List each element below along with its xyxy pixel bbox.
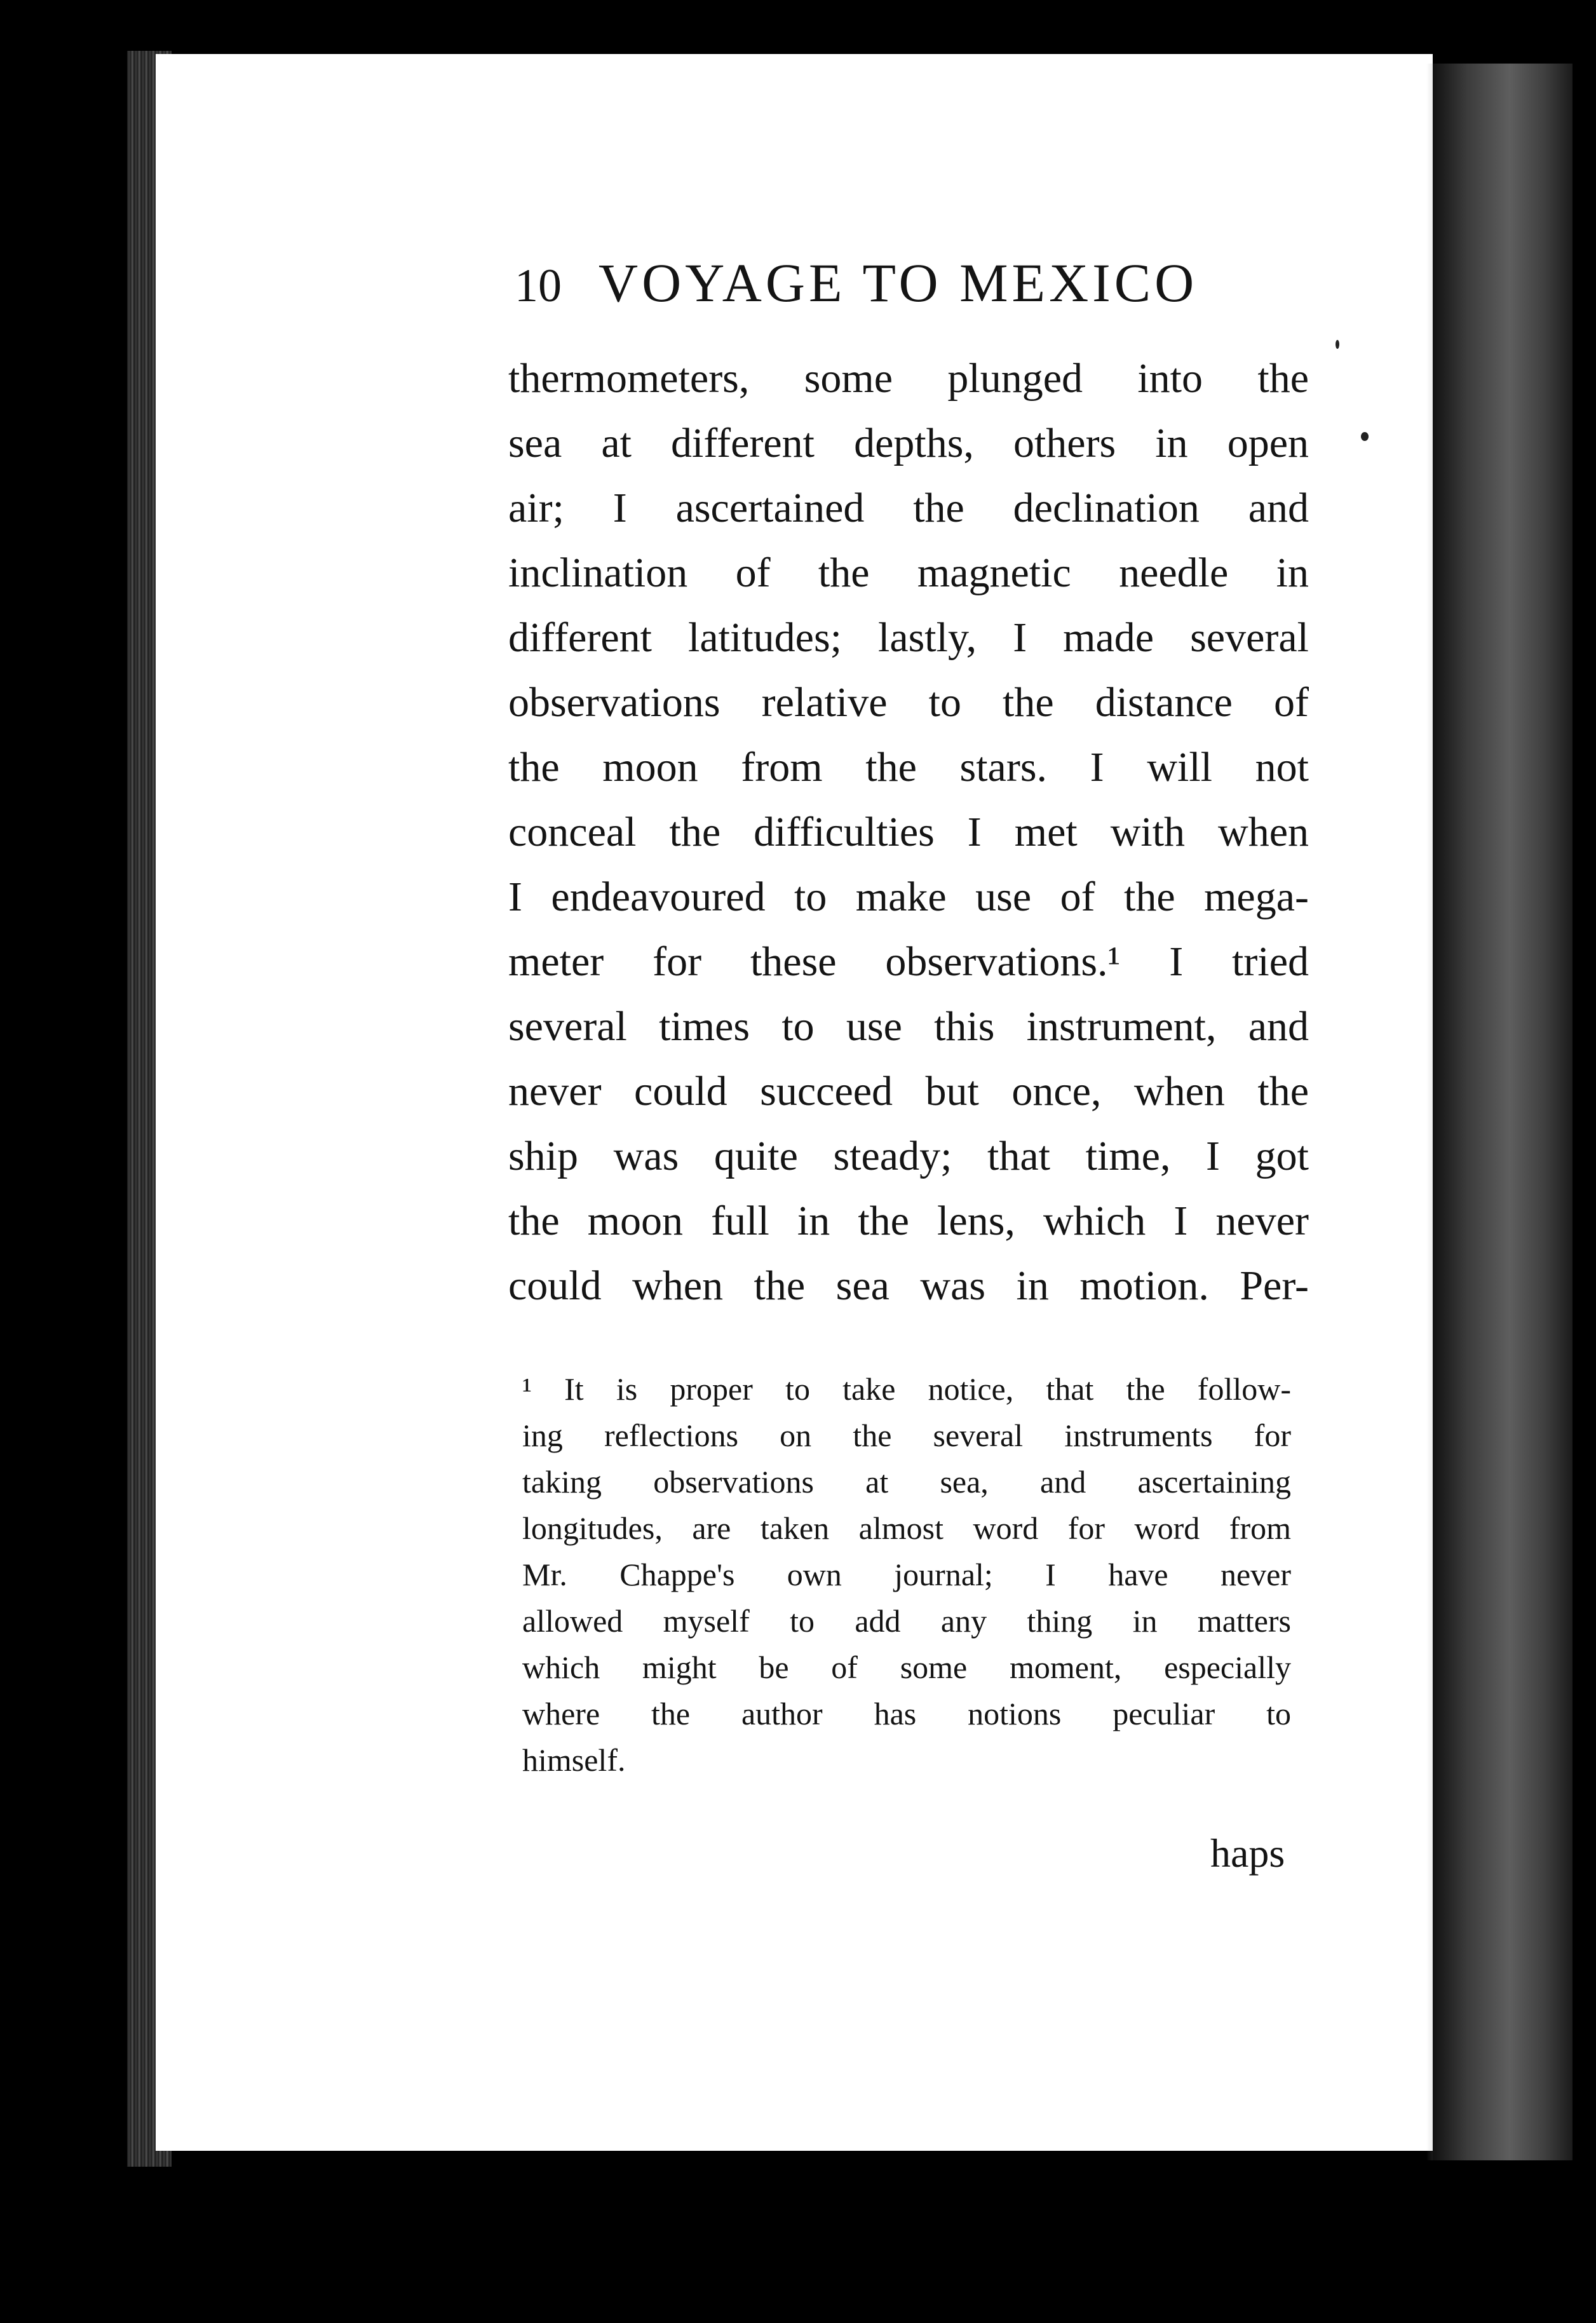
catchword: haps: [1210, 1831, 1285, 1876]
page-number: 10: [515, 260, 562, 312]
footnote-line: longitudes, are taken almost word for word from: [522, 1510, 1291, 1546]
body-line: the moon full in the lens, which I never: [508, 1198, 1309, 1244]
running-head: [515, 251, 1252, 321]
ink-speck: [1336, 340, 1339, 349]
body-line: the moon from the stars. I will not: [508, 744, 1309, 790]
body-line: never could succeed but once, when the: [508, 1068, 1309, 1114]
footnote-line: ¹ It is proper to take notice, that the follow-: [522, 1371, 1291, 1407]
body-line: different latitudes; lastly, I made several: [508, 614, 1309, 661]
body-text: [508, 346, 1309, 1318]
body-line: I endeavoured to make use of the mega-: [508, 874, 1309, 920]
body-line: conceal the difficulties I met with when: [508, 809, 1309, 855]
body-line: inclination of the magnetic needle in: [508, 550, 1309, 596]
body-line: air; I ascertained the declination and: [508, 485, 1309, 531]
footnote-line: ing reflections on the several instruments for: [522, 1418, 1291, 1453]
body-line: meter for these observations.¹ I tried: [508, 938, 1309, 985]
facing-page: [1433, 64, 1572, 2160]
footnote-line: where the author has notions peculiar to: [522, 1696, 1291, 1731]
footnote-line: taking observations at sea, and ascertaining: [522, 1464, 1291, 1500]
ink-speck: [1361, 432, 1369, 441]
running-title: VOYAGE TO MEXICO: [598, 252, 1198, 313]
body-line: sea at different depths, others in open: [508, 420, 1309, 466]
body-line: thermometers, some plunged into the: [508, 355, 1309, 402]
footnote-line: himself.: [522, 1742, 626, 1778]
body-line: several times to use this instrument, and: [508, 1003, 1309, 1050]
body-line: ship was quite steady; that time, I got: [508, 1133, 1309, 1179]
footnote-line: allowed myself to add any thing in matters: [522, 1603, 1291, 1639]
body-line: could when the sea was in motion. Per-: [508, 1263, 1309, 1309]
body-line: observations relative to the distance of: [508, 679, 1309, 726]
footnote: [522, 1366, 1291, 1784]
footnote-line: Mr. Chappe's own journal; I have never: [522, 1557, 1291, 1592]
footnote-line: which might be of some moment, especially: [522, 1649, 1291, 1685]
